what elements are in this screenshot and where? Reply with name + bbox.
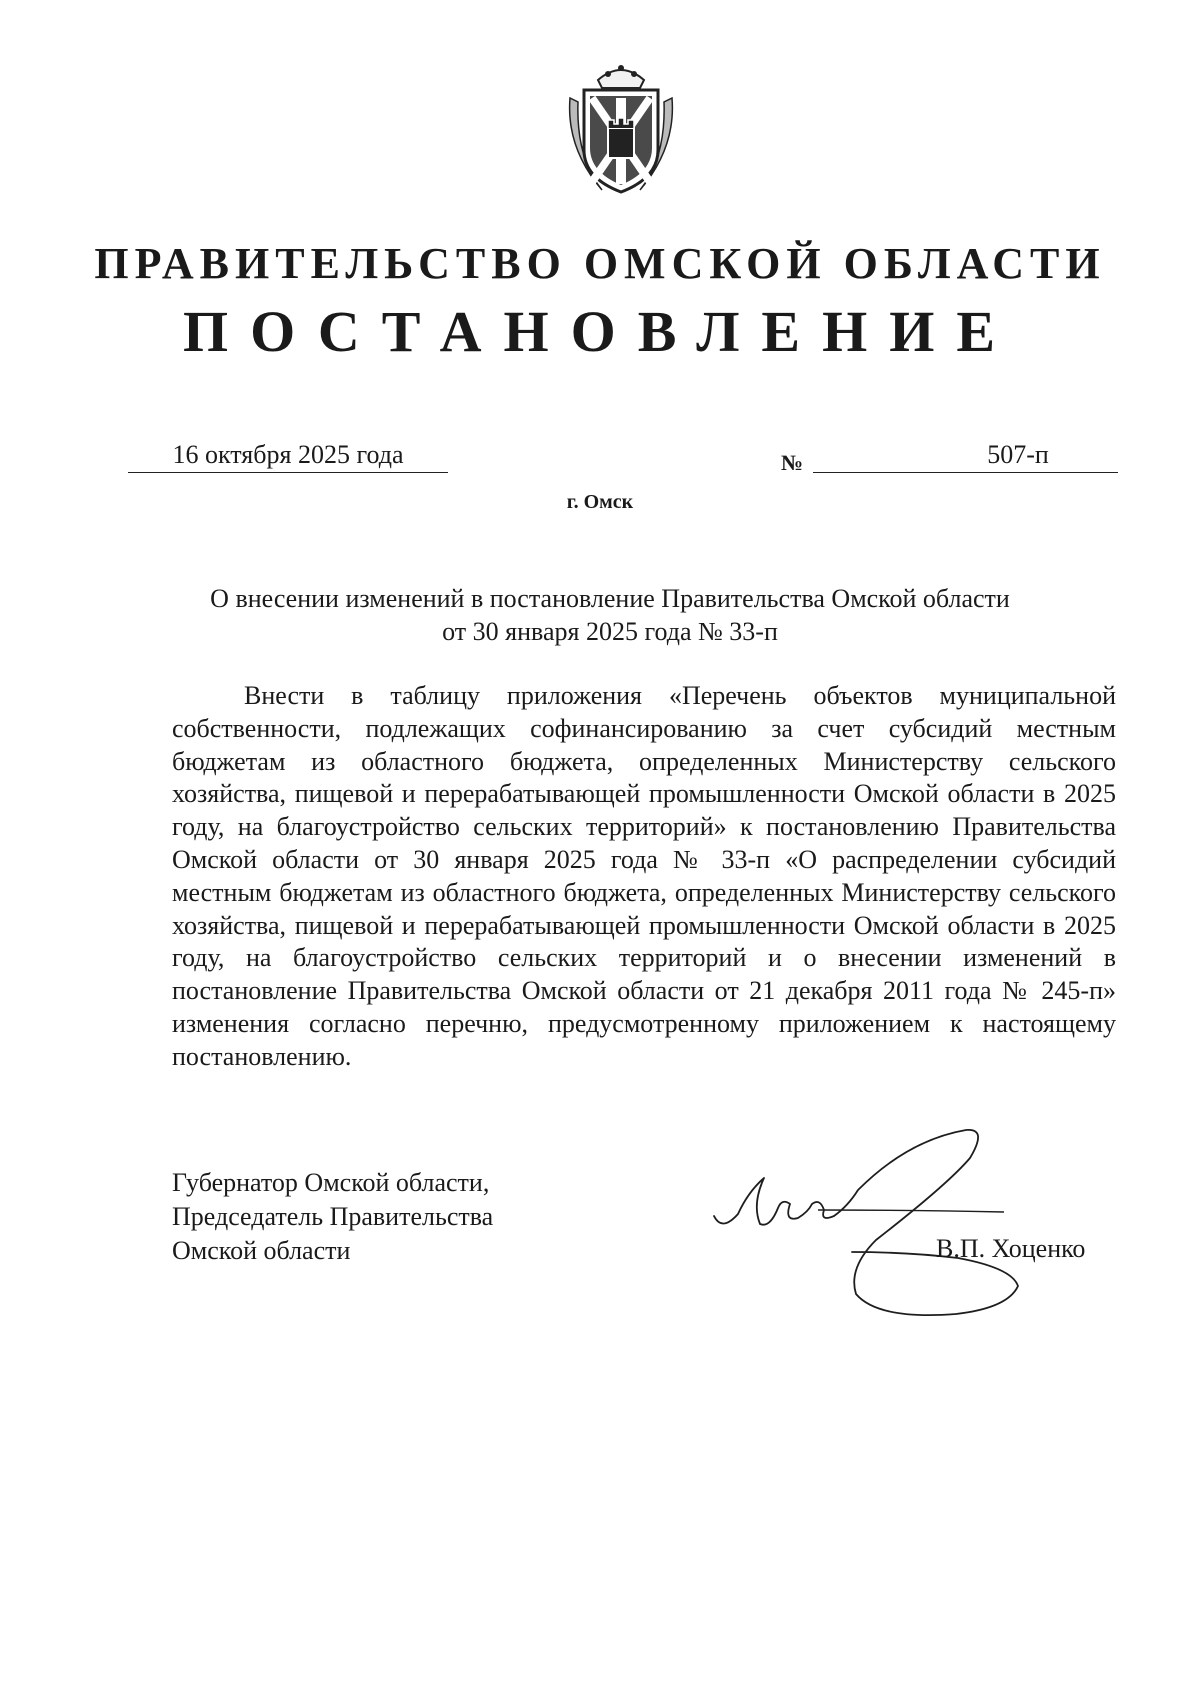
issue-city: г. Омск bbox=[566, 491, 634, 513]
coat-of-arms-emblem bbox=[562, 58, 680, 198]
title-line-1: О внесении изменений в постановление Правительства Омской области bbox=[210, 584, 1010, 613]
organization-name: ПРАВИТЕЛЬСТВО ОМСКОЙ ОБЛАСТИ bbox=[94, 239, 1106, 288]
handwritten-signature bbox=[708, 1128, 1068, 1324]
signatory-position bbox=[172, 1166, 493, 1268]
signer-name: В.П. Хоценко bbox=[936, 1234, 1086, 1263]
title-line-2: от 30 января 2025 года № 33-п bbox=[442, 617, 778, 646]
body-paragraph: Внести в таблицу приложения «Перечень объектов муниципальной собственности, подлежащих софинансированию за счет субсидий местным бюджетам из областного бюджета, определенных Министерству сельского хозяйства, пищевой и перерабатывающей промышленности Омской области в 2025 году, на благоустройство сельских территорий» к постановлению Правительства Омской области от 30 января 2025 года № 33-п «О распределении субсидий местным бюджетам из областного бюджета, определенных Министерству сельского хозяйства, пищевой и перерабатывающей промышленности Омской области в 2025 году, на благоустройство сельских территорий и о внесении изменений в постановление Правительства Омской области от 21 декабря 2011 года № 245-п» изменения согласно перечню, предусмотренному приложением к настоящему постановлению. bbox=[172, 681, 1116, 1071]
number-sign: № bbox=[781, 450, 804, 475]
position-line-1: Губернатор Омской области, bbox=[172, 1168, 490, 1197]
document-title bbox=[150, 582, 1070, 648]
position-line-3: Омской области bbox=[172, 1236, 351, 1265]
document-number: 507-п bbox=[987, 440, 1049, 469]
document-type: ПОСТАНОВЛЕНИЕ bbox=[182, 299, 1018, 364]
position-line-2: Председатель Правительства bbox=[172, 1202, 494, 1231]
document-number-field bbox=[813, 438, 1118, 473]
document-date: 16 октября 2025 года bbox=[128, 438, 448, 473]
